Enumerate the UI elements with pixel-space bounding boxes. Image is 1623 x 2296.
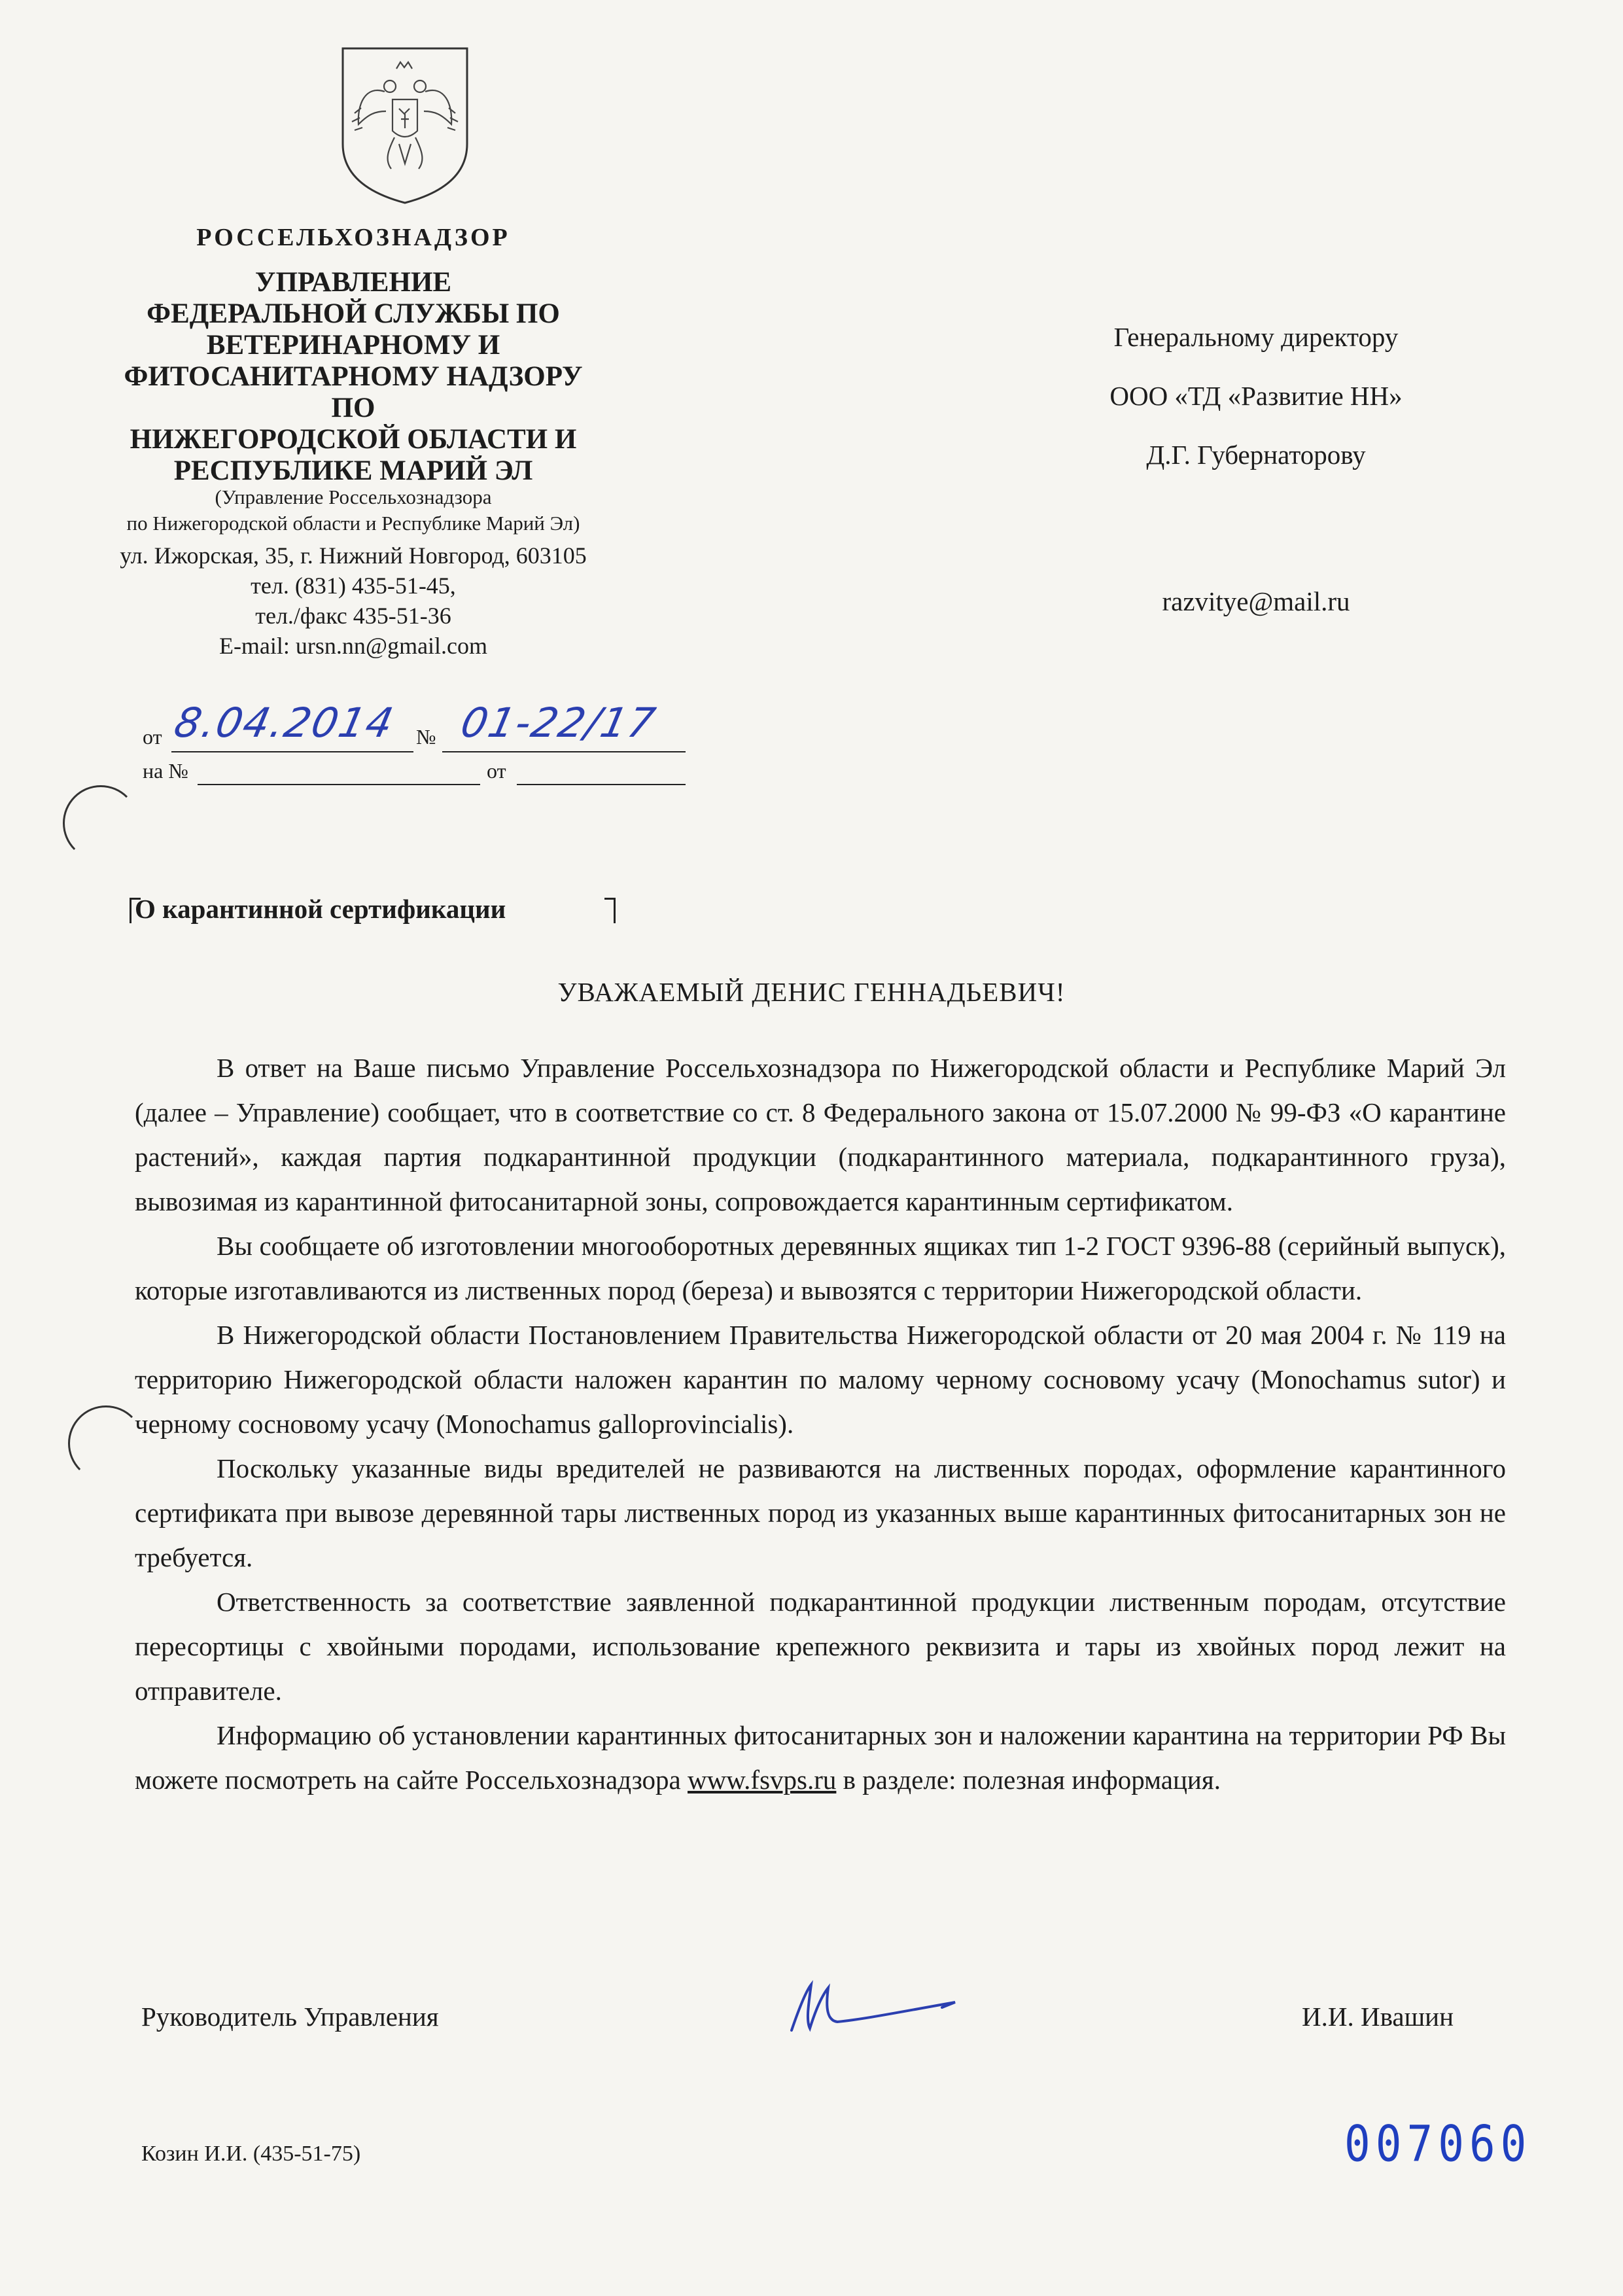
- agency-full-name-line: РЕСПУБЛИКЕ МАРИЙ ЭЛ: [173, 455, 533, 486]
- agency-name: РОССЕЛЬХОЗНАДЗОР: [196, 224, 510, 251]
- fax-line: тел./факс 435-51-36: [255, 603, 451, 629]
- on-number-label: на №: [143, 759, 188, 783]
- handwritten-number: 01-22/17: [457, 699, 661, 747]
- address-line: ул. Ижорская, 35, г. Нижний Новгород, 603105: [120, 542, 587, 569]
- date-line: [171, 751, 413, 752]
- on-date-line: [517, 784, 686, 785]
- executor-contact: Козин И.И. (435-51-75): [141, 2142, 361, 2166]
- agency-full-name: [105, 267, 602, 487]
- phone-line: тел. (831) 435-51-45,: [251, 573, 456, 599]
- from-label-2: от: [487, 759, 506, 783]
- number-line: [442, 751, 686, 752]
- body-paragraph: В Нижегородской области Постановлением Правительства Нижегородской области от 20 мая 2004 г. № 119 на территорию Нижегородской области наложен карантин по малому черному сосновому усачу (Monochamus sutor) и черному сосновому усачу (Monochamus galloprovincialis).: [135, 1320, 1506, 1439]
- addressee-email: razvitye@mail.ru: [1162, 586, 1350, 616]
- handwritten-signature: [765, 1968, 962, 2040]
- body-paragraph: Поскольку указанные виды вредителей не развиваются на лиственных породах, оформление карантинного сертификата при вывозе деревянной тары лиственных пород из указанных выше карантинных фитосанитарных зон не требуется.: [135, 1453, 1506, 1572]
- letter-body: [135, 1046, 1506, 1802]
- addressee-line: ООО «ТД «Развитие НН»: [1109, 381, 1403, 411]
- coat-of-arms-icon: [339, 46, 471, 206]
- on-number-line: [198, 784, 480, 785]
- punch-hole-mark: [68, 1405, 144, 1481]
- agency-short-name-line: (Управление Россельхознадзора: [215, 486, 492, 508]
- addressee-block: [994, 308, 1518, 484]
- agency-short-name-line: по Нижегородской области и Республике Марий Эл): [126, 512, 580, 535]
- body-paragraph: Вы сообщаете об изготовлении многооборотных деревянных ящиках тип 1-2 ГОСТ 9396-88 (серийный выпуск), которые изготавливаются из лиственных пород (береза) и вывозятся с территории Нижегородской области.: [135, 1231, 1506, 1305]
- agency-full-name-line: ВЕТЕРИНАРНОМУ И: [206, 330, 500, 361]
- agency-address: [105, 540, 602, 661]
- punch-hole-mark: [63, 785, 139, 861]
- greeting: УВАЖАЕМЫЙ ДЕНИС ГЕННАДЬЕВИЧ!: [557, 977, 1066, 1007]
- from-label: от: [143, 725, 162, 749]
- signatory-name: И.И. Ивашин: [1302, 2002, 1454, 2032]
- stamp-number: 007060: [1344, 2115, 1532, 2173]
- agency-short-name: [105, 484, 602, 537]
- body-paragraph: [135, 1713, 1506, 1802]
- signatory-position: Руководитель Управления: [141, 2002, 439, 2032]
- addressee-line: Генеральному директору: [1113, 322, 1399, 352]
- subject-bracket-right: [604, 898, 616, 923]
- handwritten-date: 8.04.2014: [170, 699, 399, 747]
- agency-full-name-line: ФИТОСАНИТАРНОМУ НАДЗОРУ ПО: [124, 361, 583, 423]
- website-link[interactable]: www.fsvps.ru: [688, 1765, 837, 1795]
- body-paragraph: Ответственность за соответствие заявленной подкарантинной продукции лиственным породам, отсутствие пересортицы с хвойными породами, использование крепежного реквизита и тары из хвойных пород лежит на отправителе.: [135, 1587, 1506, 1706]
- agency-full-name-line: УПРАВЛЕНИЕ: [254, 267, 452, 298]
- body-paragraph: В ответ на Ваше письмо Управление Россельхознадзора по Нижегородской области и Республике Марий Эл (далее – Управление) сообщает, что в соответствие со ст. 8 Федерального закона от 15.07.2000 № 99-ФЗ «О карантине растений», каждая партия подкарантинной продукции (подкарантинного материала, подкарантинного груза), вывозимая из карантинной фитосанитарной зоны, сопровождается карантинным сертификатом.: [135, 1053, 1506, 1216]
- agency-full-name-line: ФЕДЕРАЛЬНОЙ СЛУЖБЫ ПО: [147, 298, 560, 329]
- subject-line: О карантинной сертификации: [135, 894, 506, 924]
- body-text: в разделе: полезная информация.: [843, 1765, 1221, 1795]
- number-label: №: [416, 725, 436, 749]
- body-text: Информацию об установлении карантинных фитосанитарных зон и наложении карантина на территории РФ Вы можете посмотреть на сайте Россельхознадзора: [135, 1720, 1506, 1795]
- agency-full-name-line: НИЖЕГОРОДСКОЙ ОБЛАСТИ И: [130, 424, 577, 455]
- addressee-line: Д.Г. Губернаторову: [1146, 440, 1366, 470]
- registration-from-row: [143, 725, 162, 749]
- email-line: E-mail: ursn.nn@gmail.com: [218, 633, 488, 659]
